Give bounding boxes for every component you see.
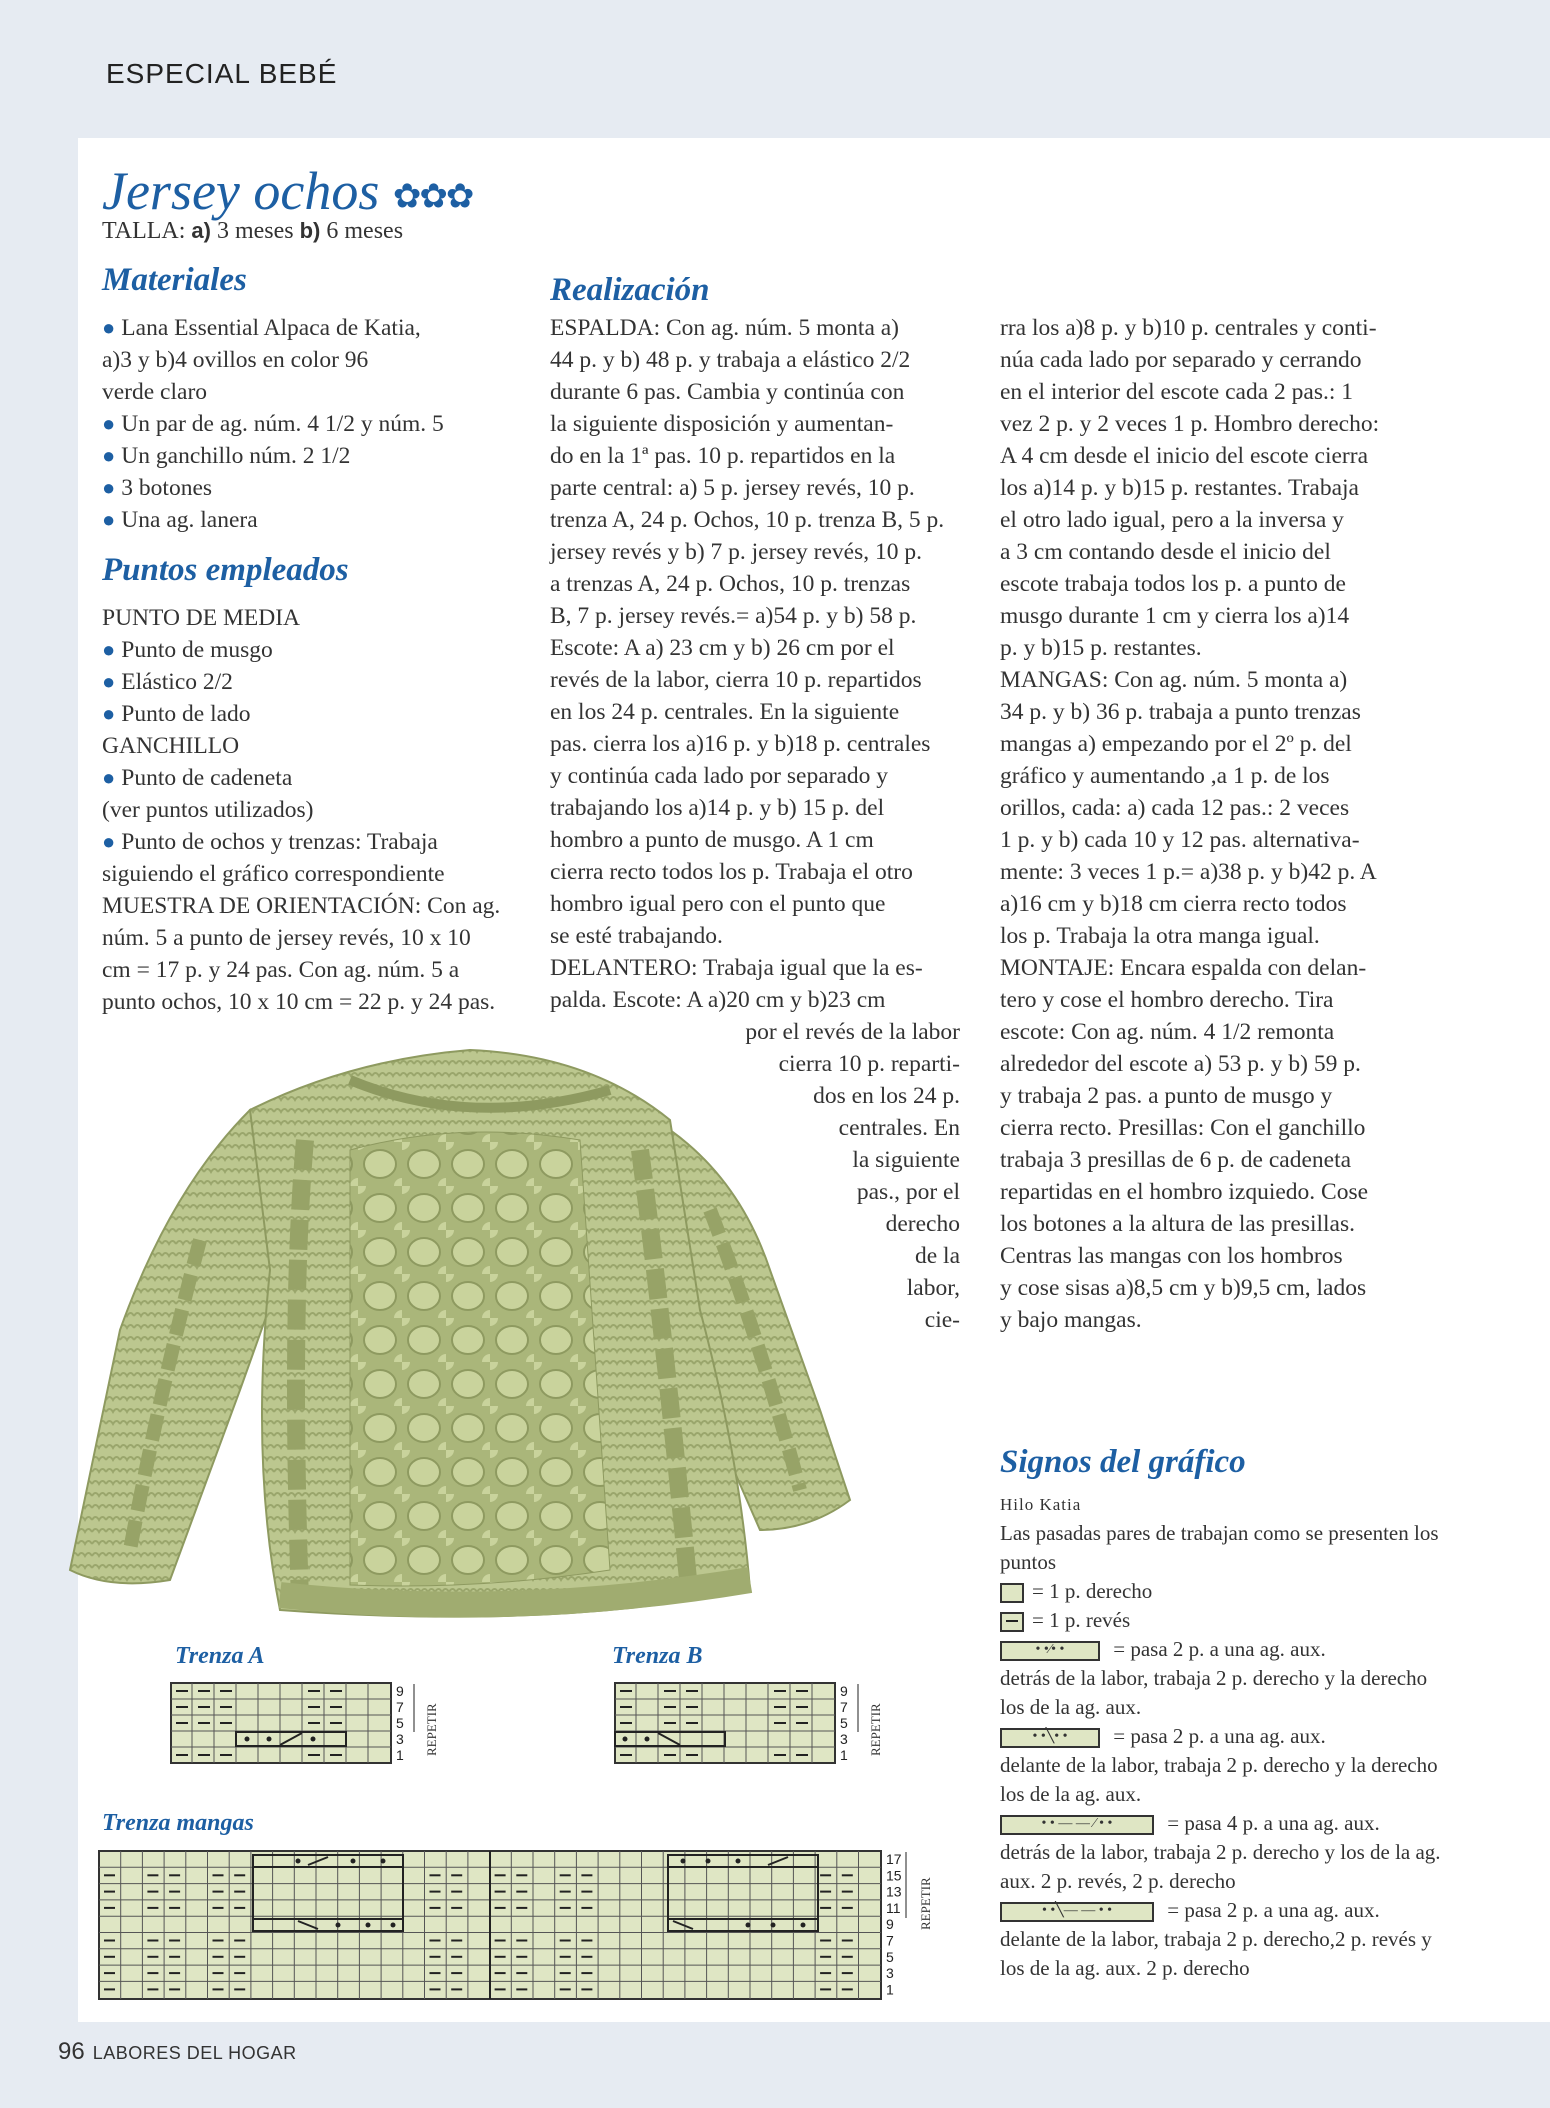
realizacion-col1-wrap-line: cierra 10 p. reparti- (778, 1051, 960, 1077)
puntos-list: PUNTO DE MEDIA ● Punto de musgo ● Elástico 2/2 ● Punto de lado GANCHILLO ● Punto de cadeneta (ver puntos utilizados) ● Punto de ochos y trenzas: Trabaja siguiendo el gráfico correspondiente MUESTRA DE ORIENTACIÓN: Con ag. núm. 5 a punto de jersey revés, 10 x 10 cm = 17 p. y 24 pas. Con ag. núm. 5 a punto ochos, 10 x 10 cm = 22 p. y 24 pas. (102, 605, 501, 1015)
realizacion-col2-line: los p. Trabaja la otra manga igual. (1000, 923, 1320, 949)
realizacion-col1-line: cierra recto todos los p. Trabaja el otro (550, 859, 913, 885)
realizacion-col1-line: jersey revés y b) 7 p. jersey revés, 10 p. (550, 539, 922, 565)
trenza-mangas-row-label: 3 (886, 1965, 894, 1982)
realizacion-heading: Realización (550, 272, 710, 308)
trenza-a-row-9: 9 (396, 1683, 404, 1699)
sweater-photo (50, 1010, 990, 1650)
realizacion-col2-line: escote trabaja todos los p. a punto de (1000, 571, 1346, 597)
trenza-a-row-5: 5 (396, 1715, 404, 1731)
realizacion-col1 (550, 312, 970, 1016)
sign-cruce-1-desc: detrás de la labor, trabaja 2 p. derecho y la derecho los de la ag. aux. (1000, 1666, 1428, 1719)
realizacion-col1-line: trenza A, 24 p. Ochos, 10 p. trenza B, 5 p. (550, 507, 945, 533)
realizacion-col2-line: alrededor del escote a) 53 p. y b) 59 p. (1000, 1051, 1361, 1077)
materiales-heading: Materiales (102, 262, 247, 298)
realizacion-col1-line: 44 p. y b) 48 p. y trabaja a elástico 2/2 (550, 347, 911, 373)
realizacion-col2-line: y trabaja 2 pas. a punto de musgo y (1000, 1083, 1333, 1109)
realizacion-col1-line: pas. cierra los a)16 p. y b)18 p. centrales (550, 731, 931, 757)
derecho-symbol-icon (1000, 1583, 1024, 1603)
realizacion-col1-line: en los 24 p. centrales. En la siguiente (550, 699, 900, 725)
trenza-b-row-9: 9 (840, 1683, 848, 1699)
signos-legend (1000, 1490, 1450, 1983)
realizacion-col2-line: p. y b)15 p. restantes. (1000, 635, 1202, 661)
realizacion-col2-line: escote: Con ag. núm. 4 1/2 remonta (1000, 1019, 1335, 1045)
signos-heading: Signos del gráfico (1000, 1444, 1246, 1480)
realizacion-col1-wrap-line: derecho (885, 1211, 960, 1237)
realizacion-col2-line: mangas a) empezando por el 2º p. del (1000, 731, 1352, 757)
trenza-mangas-row-label: 9 (886, 1916, 894, 1933)
trenza-a-title: Trenza A (175, 1643, 265, 1669)
realizacion-col1-line: trabajando los a)14 p. y b) 15 p. del (550, 795, 885, 821)
realizacion-col2-line: los a)14 p. y b)15 p. restantes. Trabaja (1000, 475, 1359, 501)
realizacion-col2 (1000, 312, 1420, 1336)
trenza-b-row-1: 1 (840, 1747, 848, 1763)
signos-intro: Las pasadas pares de trabajan como se presenten los puntos (1000, 1521, 1439, 1574)
realizacion-col1-line: hombro a punto de musgo. A 1 cm (550, 827, 874, 853)
realizacion-col2-line: y bajo mangas. (1000, 1307, 1142, 1333)
realizacion-col2-line: rra los a)8 p. y b)10 p. centrales y conti- (1000, 315, 1377, 341)
sign-cruce-3-desc: detrás de la labor, trabaja 2 p. derecho y los de la ag. aux. 2 p. revés, 2 p. derecho (1000, 1840, 1441, 1893)
realizacion-col2-line: MONTAJE: Encara espalda con delan- (1000, 955, 1367, 981)
trenza-mangas-repeat: REPETIR (918, 1877, 933, 1930)
realizacion-col2-line: vez 2 p. y 2 veces 1 p. Hombro derecho: (1000, 411, 1380, 437)
trenza-mangas-row-label: 1 (886, 1981, 894, 1998)
realizacion-col1-wrap-line: pas., por el (856, 1179, 960, 1205)
trenza-b-repeat: REPETIR (868, 1703, 883, 1756)
realizacion-col1-line: Escote: A a) 23 cm y b) 26 cm por el (550, 635, 895, 661)
realizacion-col2-line: trabaja 3 presillas de 6 p. de cadeneta (1000, 1147, 1352, 1173)
realizacion-col2-line: los botones a la altura de las presillas. (1000, 1211, 1356, 1237)
trenza-mangas-row-label: 17 (886, 1851, 902, 1867)
puntos-heading: Puntos empleados (102, 552, 349, 588)
realizacion-col1-wrap-line: centrales. En (838, 1115, 960, 1141)
realizacion-col1-line: parte central: a) 5 p. jersey revés, 10 p. (550, 475, 915, 501)
trenza-a-row-1: 1 (396, 1747, 404, 1763)
realizacion-col2-line: Centras las mangas con los hombros (1000, 1243, 1343, 1269)
trenza-a-chart (170, 1682, 460, 1766)
trenza-a-row-3: 3 (396, 1731, 404, 1747)
realizacion-col1-line: y continúa cada lado por separado y (550, 763, 889, 789)
trenza-b-chart (614, 1682, 904, 1766)
trenza-b-row-5: 5 (840, 1715, 848, 1731)
trenza-mangas-row-label: 13 (886, 1883, 902, 1900)
realizacion-col1-line: durante 6 pas. Cambia y continúa con (550, 379, 905, 405)
realizacion-col1-line: B, 7 p. jersey revés.= a)54 p. y b) 58 p. (550, 603, 917, 629)
trenza-b-row-3: 3 (840, 1731, 848, 1747)
cable-back-symbol-icon: • •⁄• • (1000, 1641, 1100, 1661)
realizacion-col1-wrap-line: por el revés de la labor (745, 1019, 960, 1045)
realizacion-col2-line: en el interior del escote cada 2 pas.: 1 (1000, 379, 1354, 405)
cable-front-symbol-icon: • •╲• • (1000, 1728, 1100, 1748)
realizacion-col2-line: a)16 cm y b)18 cm cierra recto todos (1000, 891, 1347, 917)
realizacion-col2-line: A 4 cm desde el inicio del escote cierra (1000, 443, 1369, 469)
cable-4-front-symbol-icon: • •╲— — • • (1000, 1902, 1154, 1922)
signos-hilo: Hilo Katia (1000, 1495, 1082, 1514)
realizacion-col1-wrap-line: cie- (924, 1307, 960, 1333)
realizacion-col1-line: DELANTERO: Trabaja igual que la es- (550, 955, 923, 981)
page-title: Jersey ochos ✿✿✿ (102, 161, 473, 221)
sign-cruce-3: • • — — ⁄ • • = pasa 4 p. a una ag. aux. (1000, 1809, 1450, 1838)
sign-cruce-4: • •╲— — • • = pasa 2 p. a una ag. aux. (1000, 1896, 1450, 1925)
size-line: TALLA: a) 3 meses b) 6 meses (102, 218, 404, 244)
trenza-mangas-title: Trenza mangas (102, 1810, 254, 1836)
realizacion-col2-line: repartidas en el hombro izquiedo. Cose (1000, 1179, 1369, 1205)
sign-cruce-1: • •⁄• • = pasa 2 p. a una ag. aux. (1000, 1635, 1450, 1664)
trenza-mangas-row-label: 7 (886, 1932, 894, 1949)
realizacion-col2-line: núa cada lado por separado y cerrando (1000, 347, 1362, 373)
realizacion-col1-line: a trenzas A, 24 p. Ochos, 10 p. trenzas (550, 571, 911, 597)
realizacion-col2-line: orillos, cada: a) cada 12 pas.: 2 veces (1000, 795, 1350, 821)
trenza-mangas-row-label: 15 (886, 1867, 902, 1884)
reves-symbol-icon (1000, 1612, 1024, 1632)
trenza-mangas-chart (98, 1850, 958, 2002)
realizacion-col1-line: se esté trabajando. (550, 923, 723, 949)
sign-cruce-2: • •╲• • = pasa 2 p. a una ag. aux. (1000, 1722, 1450, 1751)
difficulty-flowers-icon: ✿✿✿ (392, 178, 473, 216)
materiales-list: ● Lana Essential Alpaca de Katia, a)3 y b)4 ovillos en color 96 verde claro ● Un par de ag. núm. 4 1/2 y núm. 5 ● Un ganchillo núm. 2 1/2 ● 3 botones ● Una ag. lanera (102, 315, 444, 533)
cable-4-back-symbol-icon: • • — — ⁄ • • (1000, 1815, 1154, 1835)
realizacion-col2-line: 1 p. y b) cada 10 y 12 pas. alternativa- (1000, 827, 1360, 853)
realizacion-col1-line: ESPALDA: Con ag. núm. 5 monta a) (550, 315, 900, 341)
realizacion-col2-line: MANGAS: Con ag. núm. 5 monta a) (1000, 667, 1348, 693)
realizacion-col2-line: gráfico y aumentando ,a 1 p. de los (1000, 763, 1330, 789)
page-number: 96 (58, 2038, 85, 2065)
realizacion-col1-line: revés de la labor, cierra 10 p. repartidos (550, 667, 922, 693)
realizacion-col1-wrap-line: de la (914, 1243, 960, 1269)
trenza-a-repeat: REPETIR (424, 1703, 439, 1756)
realizacion-col2-line: cierra recto. Presillas: Con el ganchillo (1000, 1115, 1366, 1141)
realizacion-col1-line: la siguiente disposición y aumentan- (550, 411, 894, 437)
realizacion-col1-wrap-line: dos en los 24 p. (813, 1083, 960, 1109)
realizacion-col1-wrap-line: labor, (906, 1275, 960, 1301)
sign-reves: = 1 p. revés (1000, 1606, 1450, 1635)
realizacion-col1-line: hombro igual pero con el punto que (550, 891, 886, 917)
realizacion-col2-line: el otro lado igual, pero a la inversa y (1000, 507, 1344, 533)
realizacion-col1-line: palda. Escote: A a)20 cm y b)23 cm (550, 987, 886, 1013)
trenza-mangas-row-label: 5 (886, 1948, 894, 1965)
realizacion-col2-line: y cose sisas a)8,5 cm y b)9,5 cm, lados (1000, 1275, 1367, 1301)
magazine-name: LABORES DEL HOGAR (92, 2043, 297, 2063)
trenza-b-title: Trenza B (612, 1643, 703, 1669)
sign-derecho: = 1 p. derecho (1000, 1577, 1450, 1606)
realizacion-col2-line: 34 p. y b) 36 p. trabaja a punto trenzas (1000, 699, 1361, 725)
sign-cruce-4-desc: delante de la labor, trabaja 2 p. derecho,2 p. revés y los de la ag. aux. 2 p. derecho (1000, 1927, 1432, 1980)
realizacion-col2-line: tero y cose el hombro derecho. Tira (1000, 987, 1334, 1013)
trenza-b-row-7: 7 (840, 1699, 848, 1715)
realizacion-col2-line: mente: 3 veces 1 p.= a)38 p. y b)42 p. A (1000, 859, 1377, 885)
realizacion-col2-line: musgo durante 1 cm y cierra los a)14 (1000, 603, 1350, 629)
sign-cruce-2-desc: delante de la labor, trabaja 2 p. derecho y la derecho los de la ag. aux. (1000, 1753, 1438, 1806)
trenza-mangas-row-label: 11 (886, 1899, 901, 1916)
section-header: ESPECIAL BEBÉ (106, 58, 338, 89)
realizacion-col1-wrap-line: la siguiente (852, 1147, 960, 1173)
realizacion-col2-line: a 3 cm contando desde el inicio del (1000, 539, 1331, 565)
trenza-a-row-7: 7 (396, 1699, 404, 1715)
realizacion-col1-line: do en la 1ª pas. 10 p. repartidos en la (550, 443, 896, 469)
page-footer (58, 2038, 297, 2066)
